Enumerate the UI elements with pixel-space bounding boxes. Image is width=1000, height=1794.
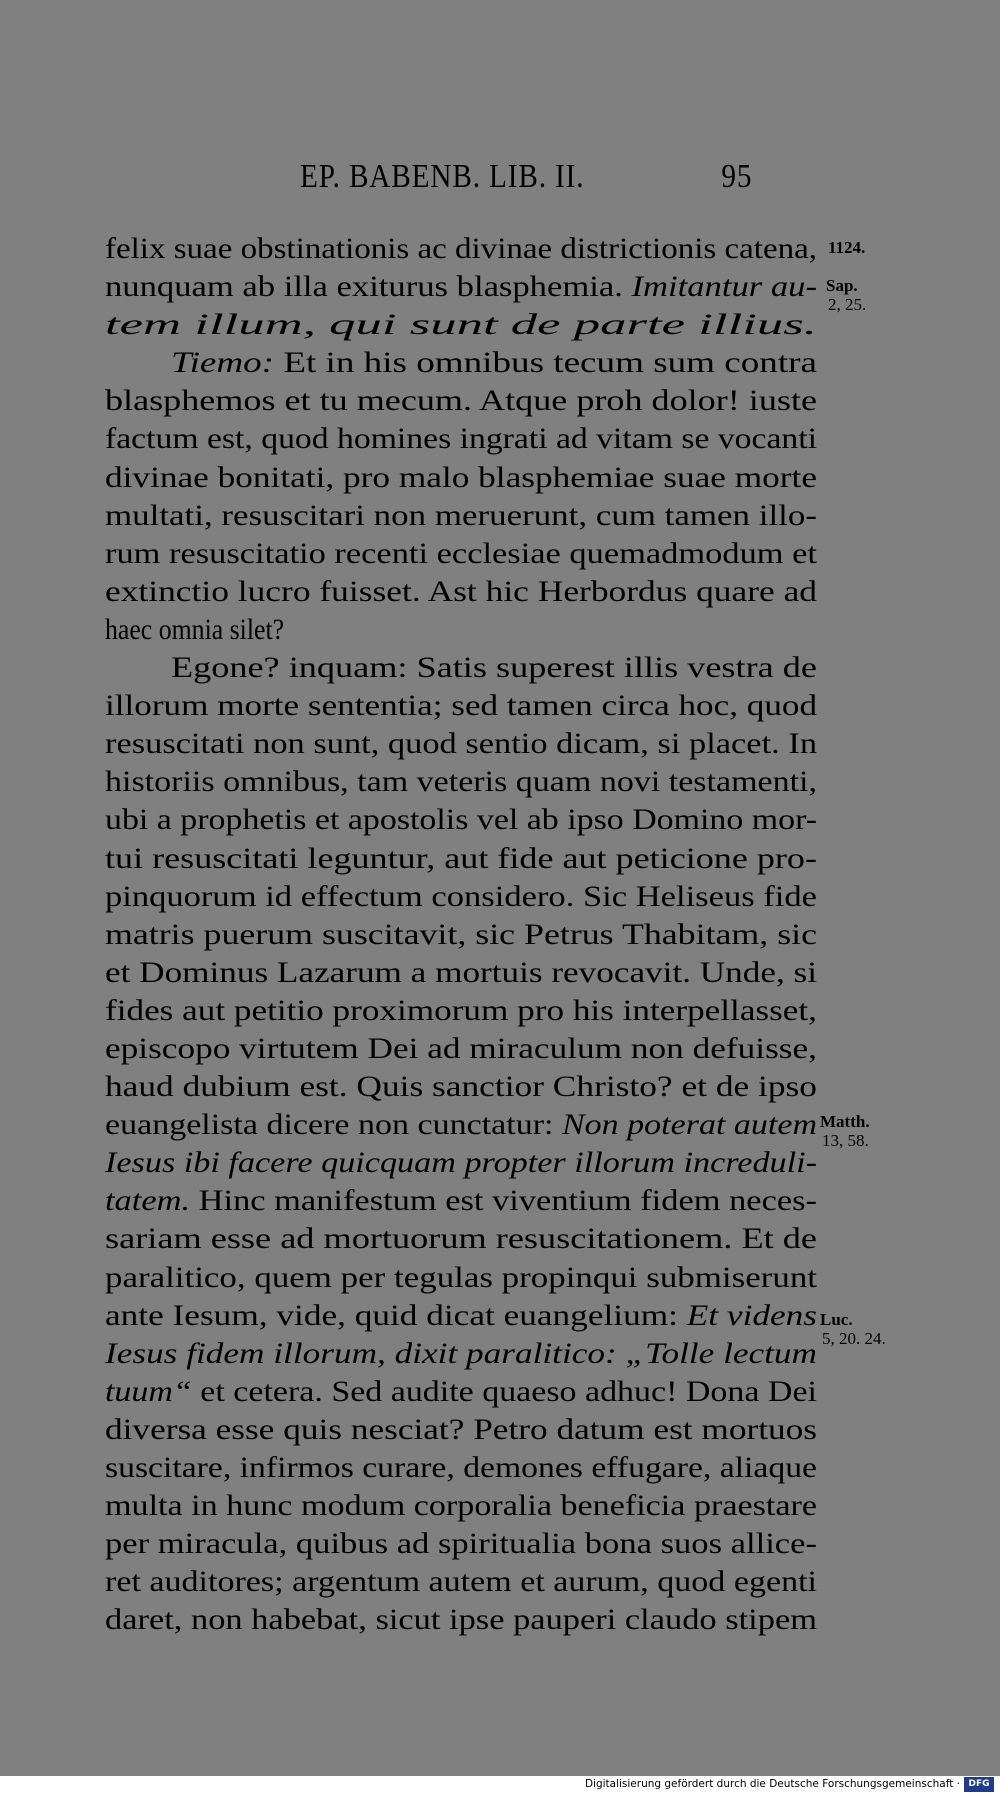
- text-line-content: [105, 1373, 817, 1411]
- text-line-content: [105, 916, 817, 954]
- dfg-logo: DFG: [964, 1777, 994, 1792]
- text-line: [105, 916, 817, 954]
- text-line-content: [105, 878, 817, 916]
- italic-text-segment: tatem.: [105, 1184, 191, 1218]
- footer-credit: Digitalisierung gefördert durch die Deutsche Forschungsgemeinschaft ·: [584, 1778, 960, 1790]
- text-segment: sariam esse ad mortuorum resuscitationem. Et de: [105, 1222, 817, 1256]
- text-segment: historiis omnibus, tam veteris quam novi testamenti,: [105, 765, 818, 799]
- text-line-content: [105, 1487, 817, 1525]
- text-segment: diversa esse quis nesciat? Petro datum est mortuos: [105, 1412, 818, 1446]
- text-segment: felix suae obstinationis ac divinae districtionis catena,: [105, 232, 817, 265]
- text-segment: blasphemos et tu mecum. Atque proh dolor! iuste: [105, 384, 818, 418]
- text-line: [105, 230, 817, 268]
- text-segment: divinae bonitati, pro malo blasphemiae suae morte: [105, 460, 818, 494]
- text-line-content: [105, 611, 284, 649]
- margin-note-sap: [826, 276, 866, 314]
- text-segment: factum est, quod homines ingrati ad vitam se vocanti: [105, 422, 817, 456]
- margin-note-ref: 2, 25.: [828, 295, 867, 314]
- body-text: [105, 230, 817, 1639]
- page-number: 95: [721, 158, 753, 195]
- text-line: [105, 1411, 817, 1449]
- text-line-content: [105, 1449, 817, 1487]
- text-line-content: [105, 1144, 817, 1182]
- text-segment: per miracula, quibus ad spiritualia bona suos allice-: [105, 1527, 817, 1561]
- text-line-content: [105, 1220, 817, 1258]
- text-segment: Et in his omnibus tecum sum contra: [274, 346, 817, 380]
- text-line-content: [105, 1068, 817, 1106]
- margin-note-ref: 13, 58.: [822, 1131, 869, 1150]
- text-line: [105, 1259, 817, 1297]
- text-line: [105, 1030, 817, 1068]
- text-segment: daret, non habebat, sicut ipse pauperi claudo stipem: [105, 1603, 817, 1637]
- text-segment: illorum morte sententia; sed tamen circa hoc, quod: [105, 689, 818, 723]
- text-line: [105, 992, 817, 1030]
- margin-note-ref: 5, 20. 24.: [822, 1329, 886, 1348]
- text-line: [105, 763, 817, 801]
- text-line: [105, 459, 817, 497]
- text-line-content: [171, 649, 817, 687]
- text-line-content: [105, 1563, 817, 1601]
- text-line: [105, 1068, 817, 1106]
- text-line-content: [105, 1106, 817, 1144]
- text-segment: haud dubium est. Quis sanctior Christo? et de ipso: [105, 1070, 817, 1104]
- text-segment: suscitare, infirmos curare, demones effugare, aliaque: [105, 1451, 818, 1484]
- text-line-content: [105, 573, 817, 611]
- text-line-content: [105, 954, 817, 992]
- text-segment: Egone? inquam: Satis superest illis vestra de: [171, 651, 817, 685]
- text-segment: extinctio lucro fuisset. Ast hic Herbordus quare ad: [105, 574, 818, 608]
- text-line: [105, 1525, 817, 1563]
- text-line: [105, 878, 817, 916]
- text-line-content: [105, 306, 817, 344]
- text-line-content: [105, 535, 817, 573]
- text-line: [105, 725, 817, 763]
- text-line-content: [105, 725, 817, 763]
- italic-text-segment: Iesus fidem illorum, dixit paralitico: „Tolle lectum: [105, 1336, 817, 1370]
- text-line: [105, 687, 817, 725]
- text-line-content: [105, 840, 817, 878]
- running-title: EP. BABENB. LIB. II.: [300, 158, 585, 195]
- margin-note-label: 1124.: [828, 238, 866, 257]
- text-segment: multa in hunc modum corporalia beneficia praestare: [105, 1489, 817, 1523]
- text-line: [105, 1563, 817, 1601]
- text-line-content: [105, 1335, 817, 1373]
- text-line: [105, 497, 817, 535]
- italic-text-segment: tuum“: [105, 1374, 192, 1408]
- text-segment: pinquorum id effectum considero. Sic Heliseus fide: [105, 879, 817, 913]
- text-line-content: [105, 268, 817, 306]
- text-line: [105, 840, 817, 878]
- text-line-content: [105, 1601, 817, 1639]
- italic-text-segment: Tiemo:: [171, 346, 275, 380]
- text-segment: episcopo virtutem Dei ad miraculum non defuisse,: [105, 1031, 817, 1065]
- text-line: [105, 1106, 817, 1144]
- italic-text-segment: Imitantur au-: [631, 270, 817, 304]
- text-segment: Hinc manifestum est viventium fidem neces-: [190, 1184, 817, 1218]
- text-line: [105, 420, 817, 458]
- text-segment: fides aut petitio proximorum pro his interpellasset,: [105, 993, 817, 1027]
- italic-text-segment: tem illum, qui sunt de parte illius.: [105, 308, 817, 342]
- text-line-content: [105, 1411, 817, 1449]
- text-line: [105, 306, 817, 344]
- text-line-content: [105, 992, 817, 1030]
- text-segment: nunquam ab illa exiturus blasphemia.: [105, 270, 632, 304]
- text-segment: rum resuscitatio recenti ecclesiae quemadmodum et: [105, 536, 818, 570]
- text-line-content: [105, 1182, 817, 1220]
- text-line: [105, 573, 817, 611]
- text-line: [105, 1487, 817, 1525]
- text-line: [105, 344, 817, 382]
- text-segment: ret auditores; argentum autem et aurum, quod egenti: [105, 1565, 818, 1599]
- margin-note-matth: [820, 1112, 870, 1150]
- text-line-content: [105, 382, 817, 420]
- text-line: [105, 268, 817, 306]
- text-segment: et Dominus Lazarum a mortuis revocavit. Unde, si: [105, 955, 817, 989]
- margin-note-label: Luc.: [820, 1310, 853, 1329]
- text-segment: haec omnia silet?: [105, 612, 285, 646]
- text-line: [105, 1182, 817, 1220]
- text-segment: euangelista dicere non cunctatur:: [105, 1108, 562, 1142]
- text-line: [105, 1220, 817, 1258]
- margin-note-label: Sap.: [826, 276, 858, 295]
- text-segment: ante Iesum, vide, quid dicat euangelium:: [105, 1298, 687, 1332]
- text-line-content: [105, 1297, 817, 1335]
- text-line: [105, 954, 817, 992]
- text-line: [105, 382, 817, 420]
- text-segment: et cetera. Sed audite quaeso adhuc! Dona Dei: [191, 1374, 817, 1408]
- text-segment: paralitico, quem per tegulas propinqui submiserunt: [105, 1260, 818, 1294]
- text-line: [105, 535, 817, 573]
- text-line: [105, 1335, 817, 1373]
- text-line-content: [105, 763, 817, 801]
- text-line-content: [105, 497, 817, 535]
- italic-text-segment: Et videns: [686, 1298, 818, 1332]
- text-line-content: [171, 344, 817, 382]
- text-line-content: [105, 687, 817, 725]
- margin-note-label: Matth.: [820, 1112, 870, 1131]
- text-line-content: [105, 1030, 817, 1068]
- text-line-content: [105, 420, 817, 458]
- text-segment: multati, resuscitari non meruerunt, cum tamen illo-: [105, 498, 817, 532]
- text-line-content: [105, 459, 817, 497]
- text-line: [105, 801, 817, 839]
- text-line-content: [105, 801, 817, 839]
- margin-note-year: [828, 238, 865, 257]
- italic-text-segment: Non poterat autem: [561, 1108, 818, 1142]
- footer-bar: [0, 1776, 1000, 1794]
- margin-note-luc: [820, 1310, 886, 1348]
- text-line-content: [105, 1525, 817, 1563]
- text-line-content: [105, 230, 817, 268]
- text-segment: tui resuscitati leguntur, aut fide aut peticione pro-: [105, 841, 818, 875]
- text-line: [105, 649, 817, 687]
- text-line: [105, 611, 817, 649]
- text-line: [105, 1601, 817, 1639]
- text-line-content: [105, 1259, 817, 1297]
- text-segment: matris puerum suscitavit, sic Petrus Thabitam, sic: [105, 917, 818, 951]
- text-line: [105, 1297, 817, 1335]
- text-segment: resuscitati non sunt, quod sentio dicam, si placet. In: [105, 727, 818, 761]
- text-line: [105, 1449, 817, 1487]
- text-line: [105, 1373, 817, 1411]
- text-line: [105, 1144, 817, 1182]
- italic-text-segment: Iesus ibi facere quicquam propter illorum increduli-: [105, 1146, 818, 1180]
- text-segment: ubi a prophetis et apostolis vel ab ipso Domino mor-: [105, 803, 818, 837]
